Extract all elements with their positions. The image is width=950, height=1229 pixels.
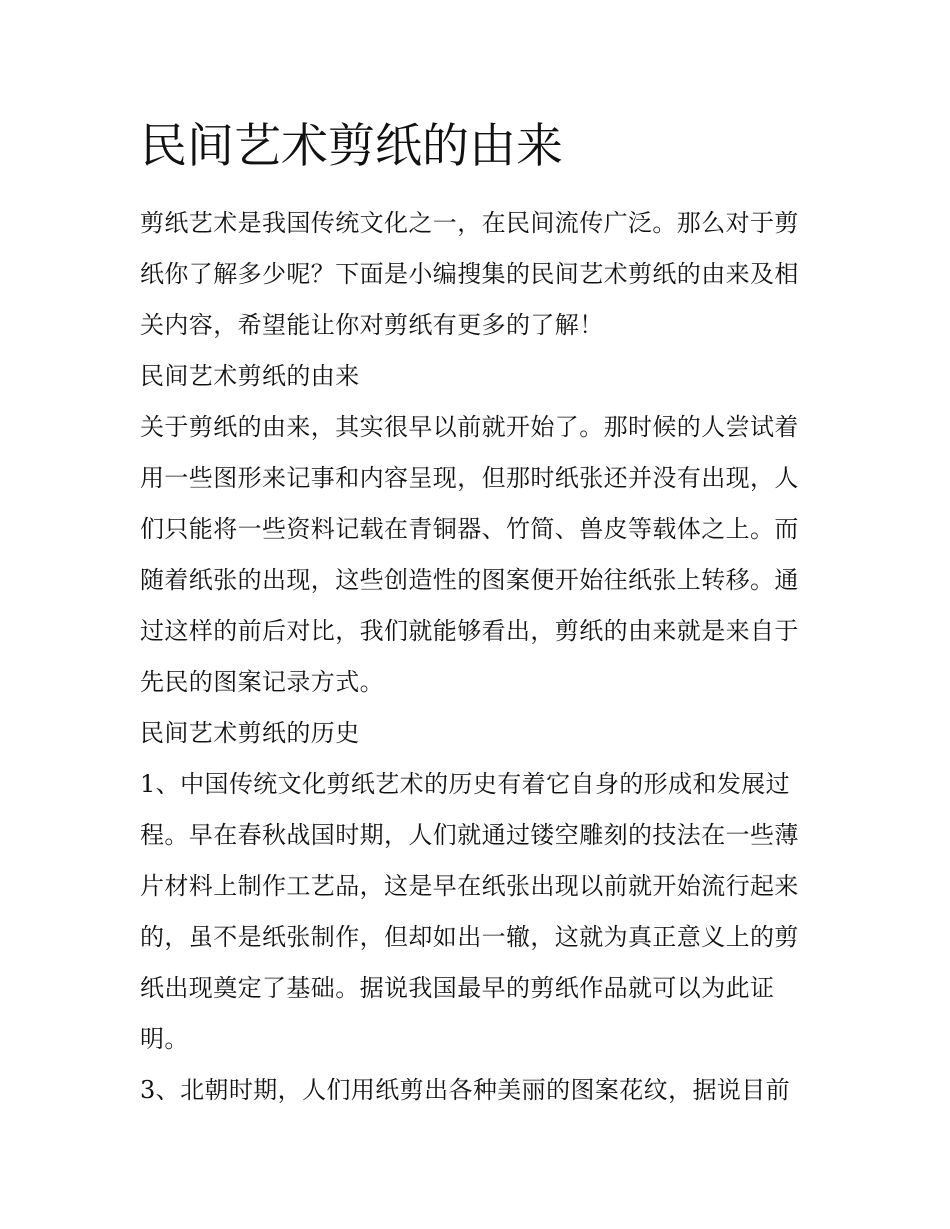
intro-paragraph: 剪纸艺术是我国传统文化之一，在民间流传广泛。那么对于剪纸你了解多少呢？下面是小编搜集的民间艺术剪纸的由来及相关内容，希望能让你对剪纸有更多的了解！ (140, 209, 799, 339)
history-item-3: 3、北朝时期，人们用纸剪出各种美丽的图案花纹，据说目前 (140, 1076, 791, 1104)
document-title: 民间艺术剪纸的由来 (140, 119, 563, 174)
history-item-1: 1、中国传统文化剪纸艺术的历史有着它自身的形成和发展过程。早在春秋战国时期，人们就通过镂空雕刻的技法在一些薄片材料上制作工艺品，这是早在纸张出现以前就开始流行起来的，虽不是纸张制作，但却如出一辙，这就为真正意义上的剪纸出现奠定了基础。据说我国最早的剪纸作品就可以为此证明。 (140, 770, 799, 1053)
section-heading-origin: 民间艺术剪纸的由来 (140, 362, 360, 390)
section-heading-history: 民间艺术剪纸的历史 (140, 719, 360, 747)
document-page (140, 112, 820, 1116)
origin-paragraph: 关于剪纸的由来，其实很早以前就开始了。那时候的人尝试着用一些图形来记事和内容呈现，但那时纸张还并没有出现，人们只能将一些资料记载在青铜器、竹简、兽皮等载体之上。而随着纸张的出现，这些创造性的图案便开始往纸张上转移。通过这样的前后对比，我们就能够看出，剪纸的由来就是来自于先民的图案记录方式。 (140, 413, 799, 696)
